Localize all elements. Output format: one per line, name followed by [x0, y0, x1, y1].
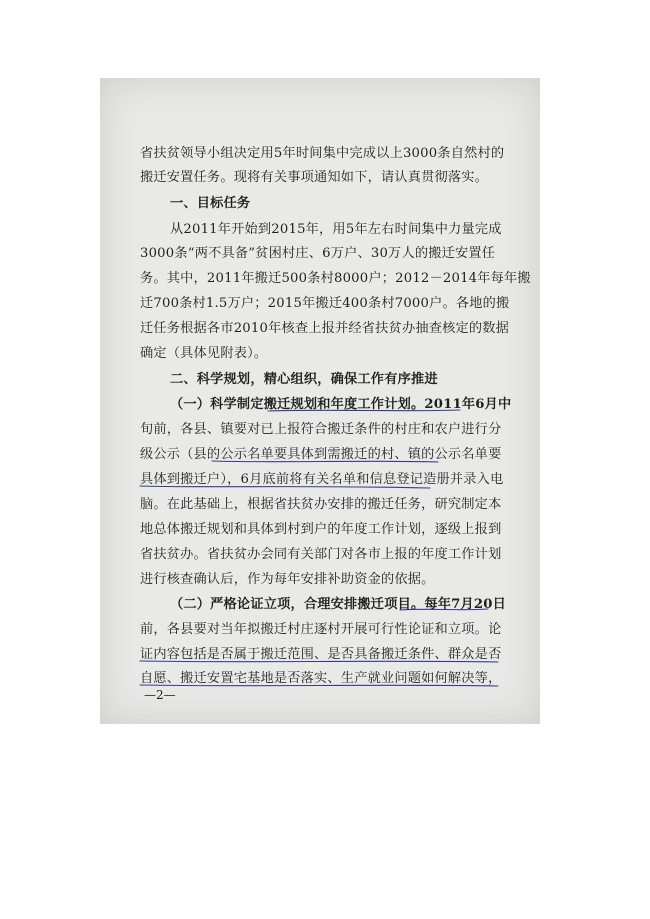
text-line-20: 前，各县要对当年拟搬迁村庄逐村开展可行性论证和立项。论 [140, 622, 502, 637]
scanned-document-page [100, 78, 540, 724]
text-line-15: 脑。在此基础上，根据省扶贫办安排的搬迁任务，研究制定本 [140, 497, 502, 512]
text-line-7: 迁700条村1.5万户；2015年搬迁400条村7000户。各地的搬 [140, 296, 510, 311]
text-line-4: 从2011年开始到2015年，用5年左右时间集中力量完成 [170, 222, 502, 237]
subsection-heading-2: （二）严格论证立项，合理安排搬迁项目。每年7月20日 [170, 597, 507, 612]
page-number: —2— [144, 688, 176, 702]
text-line-16: 地总体搬迁规划和具体到村到户的年度工作计划，逐级上报到 [140, 522, 502, 537]
text-line-1: 省扶贫领导小组决定用5年时间集中完成以上3000条自然村的 [140, 146, 505, 161]
document-body [100, 78, 540, 724]
text-line-22: 自愿、搬迁安置宅基地是否落实、生产就业问题如何解决等， [140, 671, 502, 686]
section-heading-planning: 二、科学规划，精心组织，确保工作有序推进 [170, 372, 438, 387]
text-line-9: 确定（具体见附表）。 [140, 346, 268, 361]
subsection-heading-1: （一）科学制定搬迁规划和年度工作计划。2011年6月中 [170, 397, 512, 412]
text-line-14: 具体到搬迁户），6月底前将有关名单和信息登记造册并录入电 [140, 472, 504, 487]
text-line-5: 3000条“两不具备”贫困村庄、6万户、30万人的搬迁安置任 [140, 246, 496, 261]
text-line-17: 省扶贫办。省扶贫办会同有关部门对各市上报的年度工作计划 [140, 547, 502, 562]
text-line-12: 旬前，各县、镇要对已上报符合搬迁条件的村庄和农户进行分 [140, 422, 502, 437]
text-line-8: 迁任务根据各市2010年核查上报并经省扶贫办抽查核定的数据 [140, 321, 510, 336]
text-line-2: 搬迁安置任务。现将有关事项通知如下，请认真贯彻落实。 [140, 170, 489, 185]
text-line-21: 证内容包括是否属于搬迁范围、是否具备搬迁条件、群众是否 [140, 647, 502, 662]
text-line-18: 进行核查确认后，作为每年安排补助资金的依据。 [140, 572, 435, 587]
section-heading-goals: 一、目标任务 [170, 196, 251, 211]
text-line-6: 务。其中，2011年搬迁500条村8000户；2012－2014年每年搬 [140, 271, 531, 286]
text-line-13: 级公示（县的公示名单要具体到需搬迁的村、镇的公示名单要 [140, 447, 502, 462]
